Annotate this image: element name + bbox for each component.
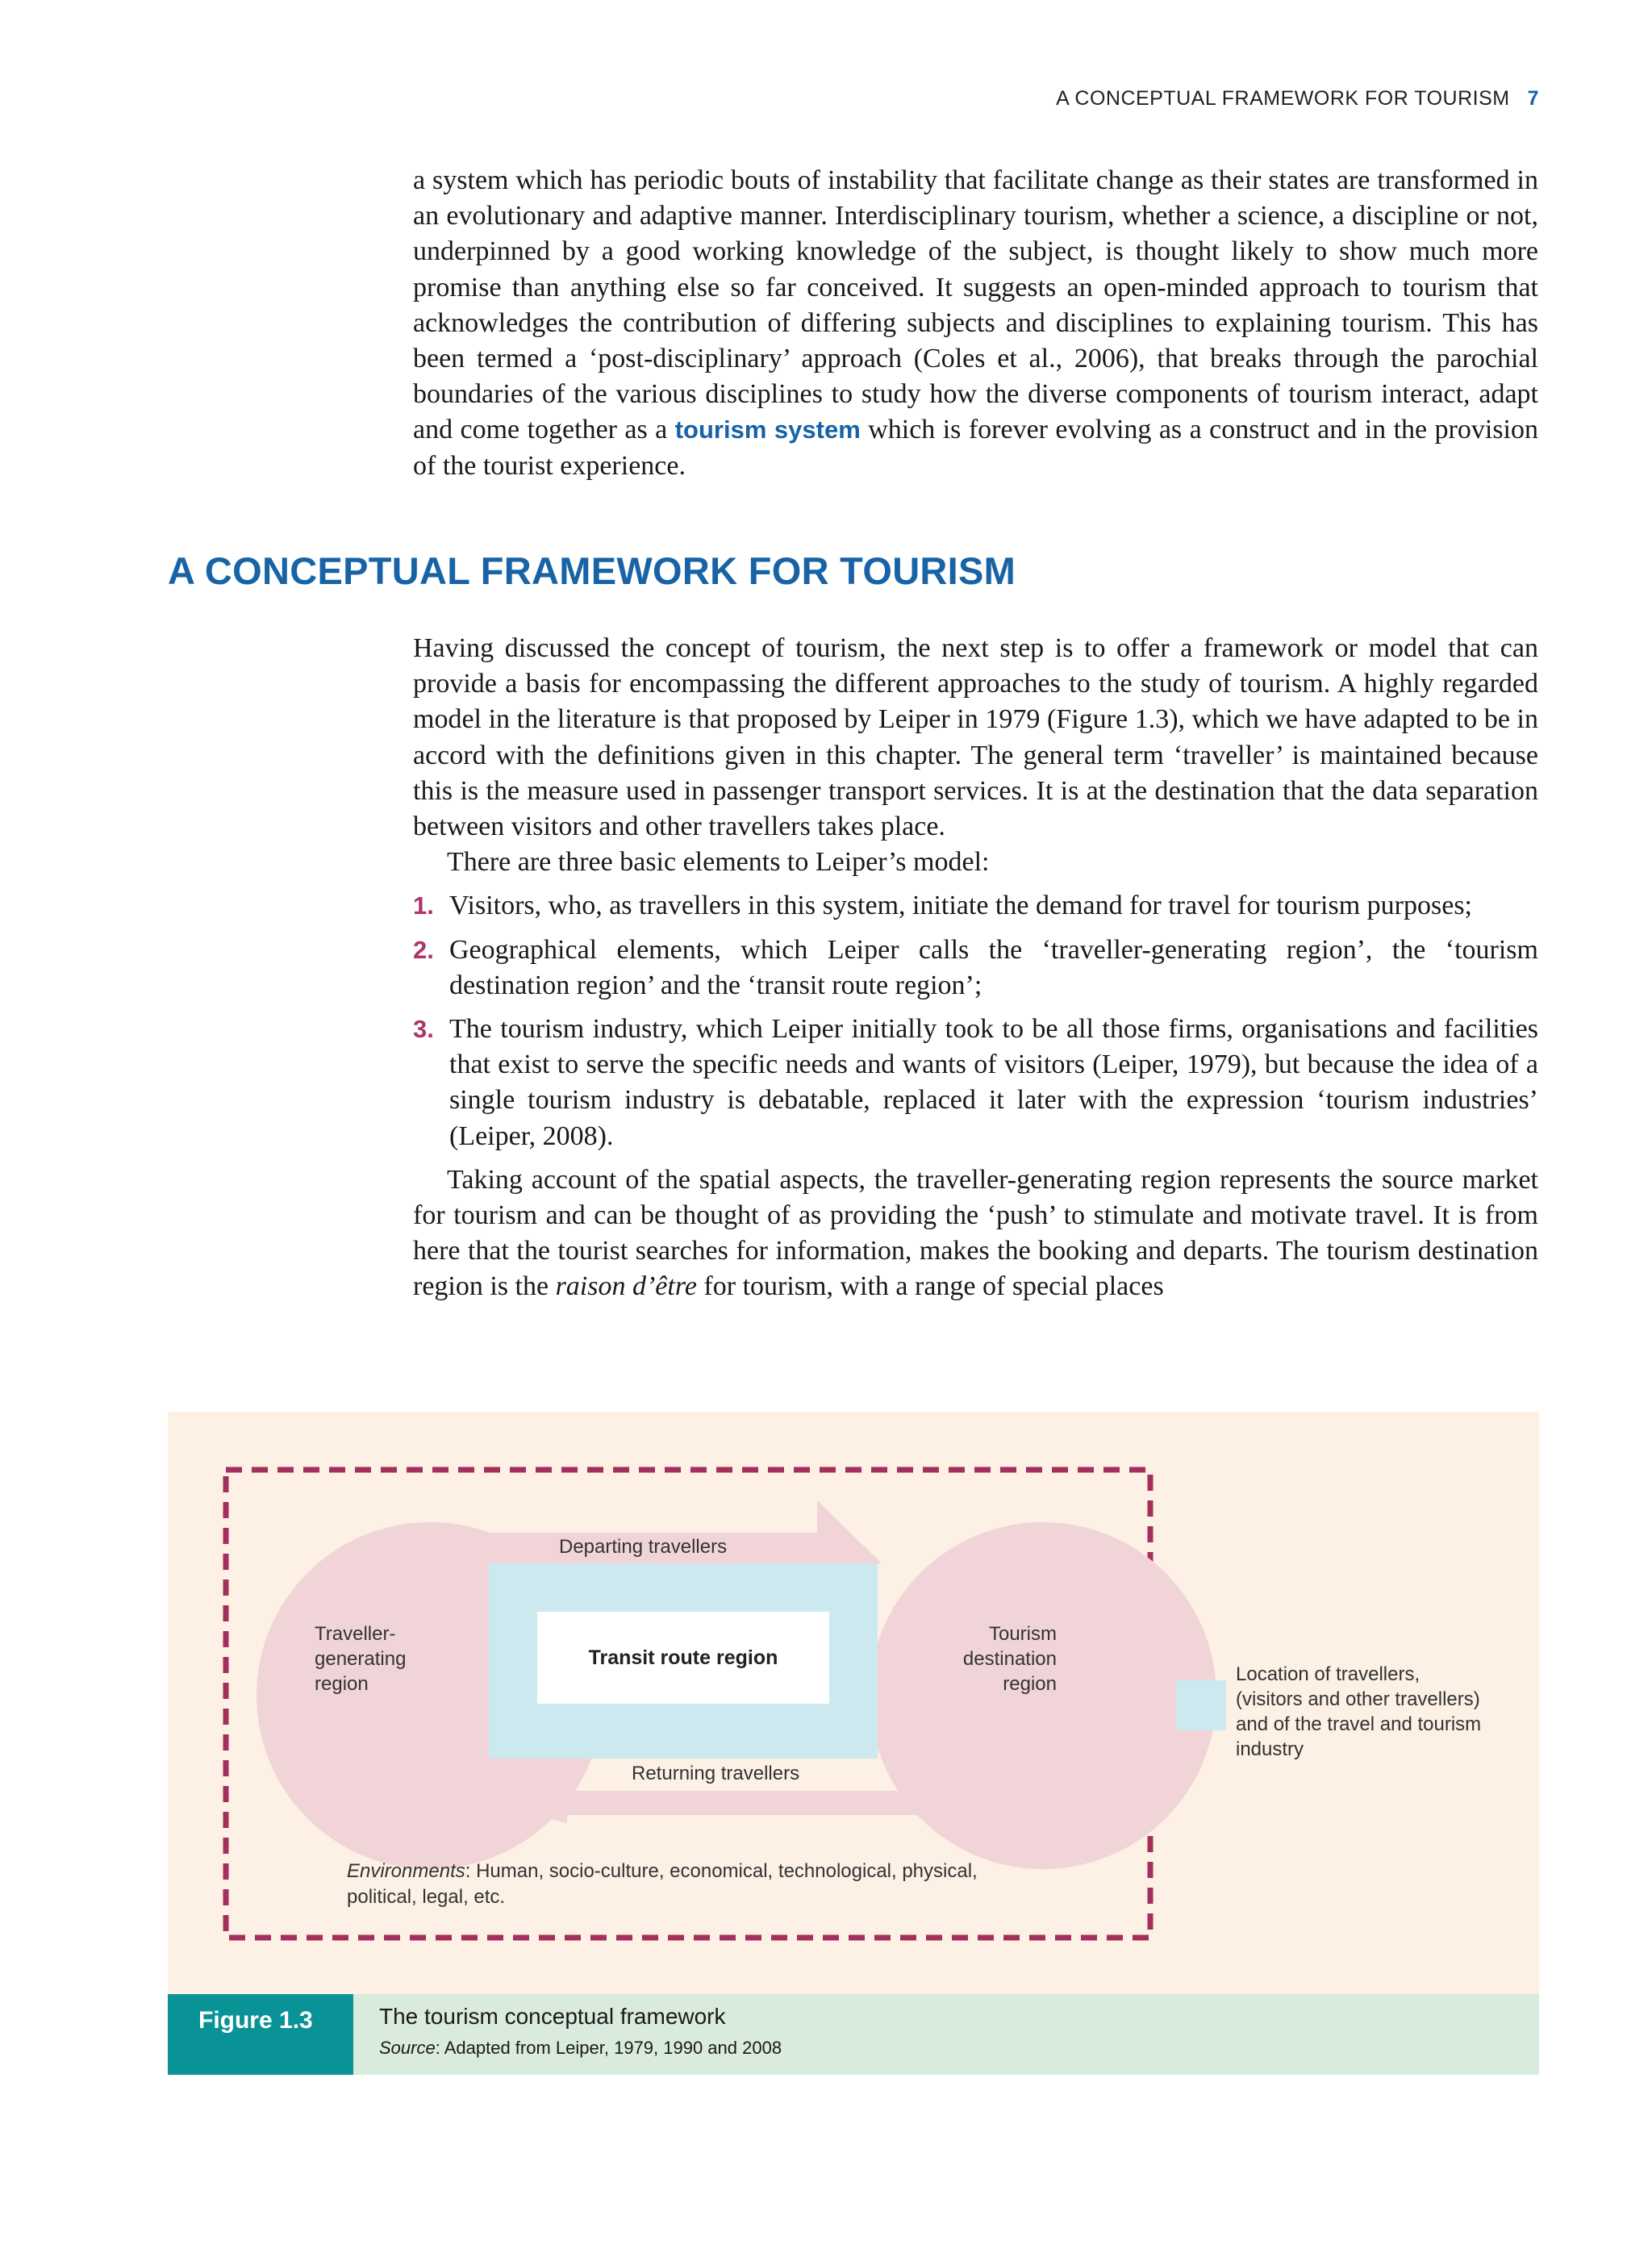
paragraph-4	[413, 1162, 1538, 1305]
list-number: 3.	[413, 1015, 434, 1044]
paragraph-2: Having discussed the concept of tourism, the next step is to offer a framework or model that can provide a basis for encompassing the different approaches to the study of tourism. A highly regarded model in the literature is that proposed by Leiper in 1979 (Figure 1.3), which we have adapted to be in accord with the definitions given in this chapter. The general term ‘traveller’ is maintained because this is the measure used in passenger transport services. It is at the destination that the data separation between visitors and other travellers takes place.	[413, 633, 1538, 842]
body-text-top	[413, 163, 1538, 484]
italic-raison-detre: raison d’être	[555, 1271, 697, 1302]
figure-source	[379, 2038, 782, 2059]
generating-label-line1: Traveller-	[315, 1623, 396, 1645]
list-item	[413, 1012, 1538, 1154]
list-text: Visitors, who, as travellers in this system, initiate the demand for travel for tourism purposes;	[449, 891, 1472, 921]
environments-line1	[347, 1860, 978, 1882]
page-number: 7	[1527, 87, 1539, 110]
paragraph-4-text-end: for tourism, with a range of special places	[696, 1271, 1164, 1302]
paragraph-3: There are three basic elements to Leiper’s model:	[447, 847, 990, 878]
environments-line2: political, legal, etc.	[347, 1886, 506, 1908]
list-item	[413, 933, 1538, 1004]
tourism-destination-region-shape	[870, 1522, 1216, 1869]
destination-label-line3: region	[1003, 1673, 1057, 1695]
paragraph-1-text: a system which has periodic bouts of instability that facilitate change as their states are transformed in an evolutionary and adaptive manner. Interdisciplinary tourism, whether a science, a discipline or not, underpinned by a good working knowledge of the subject, is thought likely to show much more promise than anything else so far conceived. It suggests an open-minded approach to tourism that acknowledges the contribution of differing subjects and disciplines to explaining tourism. This has been termed a ‘post-disciplinary’ approach (Coles et al., 2006), that breaks through the parochial boundaries of the various disciplines to study how the diverse components of tourism interact, adapt and come together as a	[413, 165, 1538, 445]
legend-line3: and of the travel and tourism	[1236, 1713, 1482, 1735]
list-item	[413, 888, 1538, 924]
returning-travellers-label: Returning travellers	[632, 1763, 800, 1784]
figure-panel	[168, 1412, 1539, 1994]
list-text: The tourism industry, which Leiper initially took to be all those firms, organisations and facilities that exist to serve the specific needs and wants of visitors (Leiper, 1979), but because the idea of a single tourism industry is debatable, replaced it later with the expression ‘tourism industries’ (Leiper, 2008).	[449, 1014, 1538, 1151]
environments-label: Environments	[347, 1860, 465, 1882]
generating-label-line3: region	[315, 1673, 369, 1695]
paragraph-1-text-end: which is forever evolving as a construct and in the provision of the tourist experience.	[413, 415, 1539, 481]
elements-list	[413, 888, 1538, 1154]
body-text-main	[413, 631, 1538, 1305]
list-text: Geographical elements, which Leiper calls the ‘traveller-generating region’, the ‘tourism destination region’ and the ‘transit route region’;	[449, 934, 1538, 1000]
destination-label-line1: Tourism	[988, 1623, 1057, 1645]
running-title: A CONCEPTUAL FRAMEWORK FOR TOURISM	[1056, 87, 1510, 110]
tourism-framework-diagram	[168, 1412, 1539, 1994]
list-number: 2.	[413, 935, 434, 964]
environments-text1: : Human, socio-culture, economical, technological, physical,	[465, 1860, 978, 1882]
figure-title: The tourism conceptual framework	[379, 2004, 726, 2029]
legend-line1: Location of travellers,	[1236, 1663, 1420, 1685]
figure-label: Figure 1.3	[168, 1994, 353, 2075]
transit-route-label: Transit route region	[588, 1646, 778, 1669]
source-text: : Adapted from Leiper, 1979, 1990 and 2008	[435, 2038, 782, 2058]
figure-caption	[168, 1994, 1539, 2075]
destination-label-line2: destination	[962, 1648, 1057, 1670]
running-head	[887, 87, 1539, 111]
source-label: Source	[379, 2038, 436, 2058]
paragraph-4-text: Taking account of the spatial aspects, the traveller-generating region represents the source market for tourism and can be thought of as providing the ‘push’ to stimulate and motivate travel. It is from here that the tourist searches for information, makes the booking and departs. The tourism destination region is the	[413, 1164, 1538, 1302]
generating-label-line2: generating	[315, 1648, 407, 1670]
paragraph-1	[413, 163, 1538, 484]
keyword-tourism-system: tourism system	[674, 415, 861, 444]
list-number: 1.	[413, 891, 434, 920]
legend-swatch	[1176, 1680, 1226, 1730]
legend-line4: industry	[1236, 1738, 1304, 1760]
departing-travellers-label: Departing travellers	[559, 1536, 728, 1558]
section-heading: A CONCEPTUAL FRAMEWORK FOR TOURISM	[168, 549, 1016, 592]
legend-line2: (visitors and other travellers)	[1236, 1688, 1480, 1710]
